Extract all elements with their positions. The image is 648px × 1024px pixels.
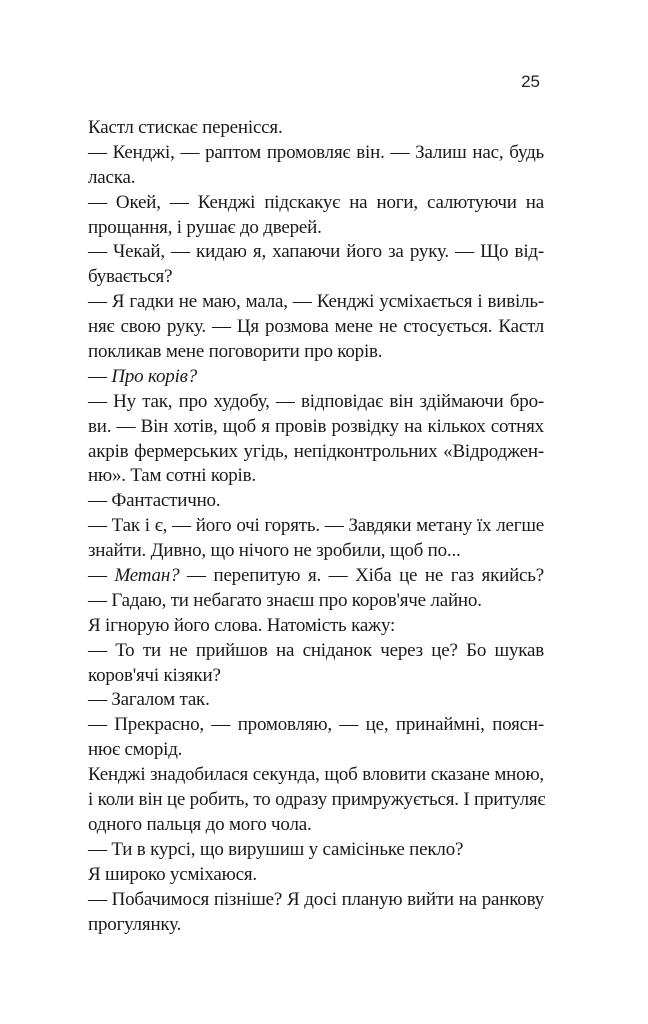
text-line: — То ти не прийшов на сніданок через це? Бо шукав [88, 639, 544, 661]
text-line: і коли він це робить, то одразу примружується. І притуляє [88, 789, 546, 811]
text-line [88, 564, 544, 589]
text-line: — Чекай, — кидаю я, хапаючи його за руку. — Що від- [88, 241, 544, 263]
text-line: покликав мене поговорити про корів. [88, 341, 383, 363]
text-line: ласка. [88, 166, 136, 188]
text-line: — Я гадки не маю, мала, — Кенджі усміхається і вивіль- [88, 291, 544, 313]
text-line-prefix: — [88, 365, 112, 387]
text-line-suffix: — перепитую я. — Хіба це не газ якийсь? [179, 565, 544, 587]
text-line: — Загалом так. [88, 689, 210, 711]
text-line: ню». Там сотні корів. [88, 465, 256, 487]
text-line [88, 365, 544, 390]
text-line: — Прекрасно, — промовляю, — це, принаймні, поясн- [88, 714, 544, 736]
text-line: ви. — Він хотів, щоб я провів розвідку на кількох сотнях [88, 415, 544, 437]
page-number: 25 [521, 72, 540, 91]
text-line: прогулянку. [88, 913, 182, 935]
text-line: Кастл стискає перенісся. [88, 117, 283, 138]
text-line: — Ну так, про худобу, — відповідає він здіймаючи бро- [88, 390, 544, 412]
text-line: бувається? [88, 266, 173, 288]
italic-phrase: Про корів? [111, 365, 198, 387]
text-line: знайти. Дивно, що нічого не зробили, щоб по... [88, 540, 461, 562]
text-line: Кенджі знадобилася секунда, щоб вловити сказане мною, [88, 764, 544, 786]
text-line: — Побачимося пізніше? Я досі планую вийти на ранкову [88, 888, 544, 910]
text-line: Я широко усміхаюся. [88, 863, 257, 885]
text-line: одного пальця до мого чола. [88, 813, 312, 835]
text-line: — Гадаю, ти небагато знаєш про коров'яче лайно. [88, 589, 482, 611]
text-line: нює сморід. [88, 739, 183, 761]
text-line: акрів фермерських угідь, непідконтрольних «Відроджен- [88, 440, 544, 462]
text-line: — Кенджі, — раптом промовляє він. — Залиш нас, будь [88, 141, 544, 163]
text-line: — Так і є, — його очі горять. — Завдяки метану їх легше [88, 515, 544, 537]
text-line: — Ти в курсі, що вирушиш у самісіньке пекло? [88, 838, 464, 860]
italic-phrase: Метан? [114, 565, 180, 587]
text-line: няє свою руку. — Ця розмова мене не стосується. Кастл [88, 316, 544, 338]
text-line: Я ігнорую його слова. Натомість кажу: [88, 614, 396, 636]
body-text [88, 116, 544, 937]
text-line: — Окей, — Кенджі підскакує на ноги, салютуючи на [88, 191, 544, 213]
text-line: прощання, і рушає до дверей. [88, 216, 322, 238]
text-line: — Фантастично. [88, 490, 221, 512]
text-line: коров'ячі кізяки? [88, 664, 221, 686]
text-line-prefix: — [88, 565, 115, 587]
